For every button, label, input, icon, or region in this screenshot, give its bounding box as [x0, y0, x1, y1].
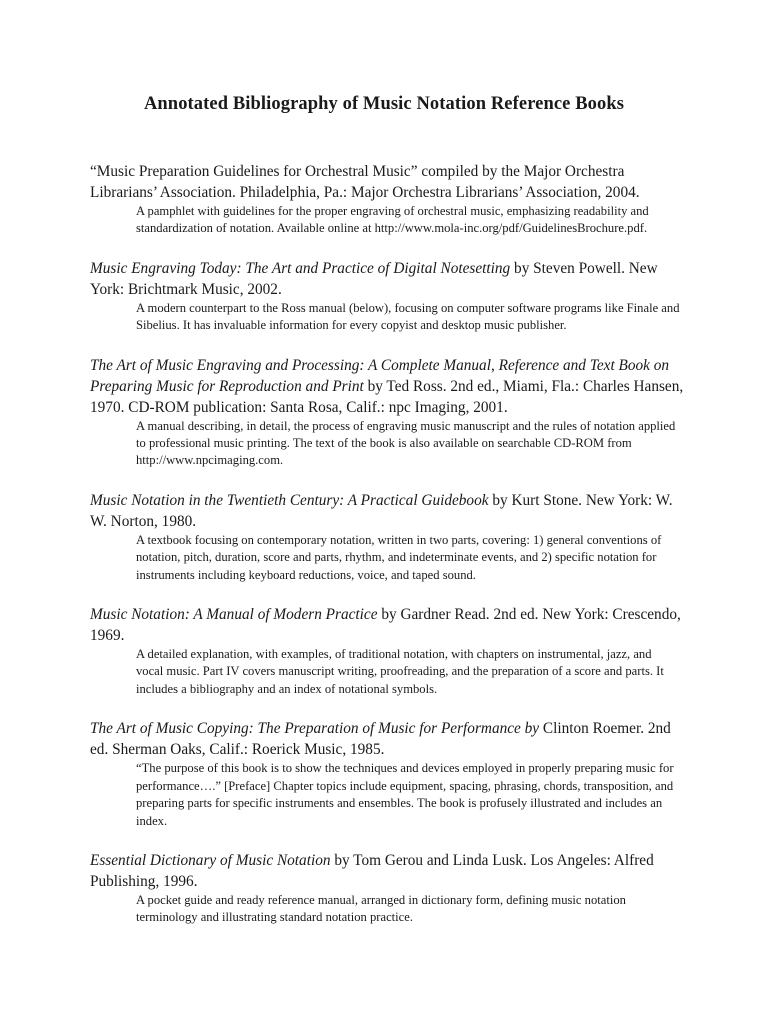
- entry-title: The Art of Music Copying: The Preparation of Music for Performance by: [90, 720, 540, 738]
- entry-details: by Ted Ross. 2nd ed., Miami, Fla.: Charles Hansen, 1970. CD-ROM publication: Santa Rosa, Calif.: npc Imaging, 2001.: [90, 377, 684, 416]
- entry-citation: [90, 604, 690, 646]
- page-title: Annotated Bibliography of Music Notation Reference Books: [143, 94, 625, 114]
- bibliography-list: [90, 161, 690, 947]
- entry-annotation: “The purpose of this book is to show the techniques and devices employed in properly preparing music for performance….” [Preface] Chapter topics include equipment, spacing, phrasing, chords, transposition, and preparing parts for specific instruments and ensembles. The book is profusely illustrated and includes an index.: [136, 761, 674, 828]
- entry-citation: [90, 258, 690, 300]
- bibliography-entry: [90, 161, 690, 238]
- entry-citation: [90, 161, 690, 203]
- entry-details: by Steven Powell. New York: Brichtmark Music, 2002.: [90, 259, 658, 298]
- entry-annotation: A pocket guide and ready reference manual, arranged in dictionary form, defining music notation terminology and illustrating standard notation practice.: [136, 892, 626, 925]
- entry-details: by Tom Gerou and Linda Lusk. Los Angeles: Alfred Publishing, 1996.: [90, 851, 654, 890]
- bibliography-entry: [90, 355, 690, 470]
- entry-annotation: A manual describing, in detail, the process of engraving music manuscript and the rules of notation applied to professional music printing. The text of the book is also available on searchable CD-ROM from http://www.npcimaging.com.: [136, 418, 676, 468]
- entry-details: by Gardner Read. 2nd ed. New York: Crescendo, 1969.: [90, 606, 681, 645]
- entry-title: Music Engraving Today: The Art and Practice of Digital Notesetting: [90, 259, 511, 277]
- bibliography-entry: [90, 718, 690, 830]
- bibliography-entry: [90, 258, 690, 335]
- entry-citation: [90, 850, 690, 892]
- entry-annotation: A textbook focusing on contemporary notation, written in two parts, covering: 1) general conventions of notation, pitch, duration, score and parts, rhythm, and indeterminate events, and 2) specific notation for instruments including keyboard reductions, voice, and taped sound.: [136, 532, 662, 582]
- entry-citation: [90, 718, 690, 760]
- entry-details: Clinton Roemer. 2nd ed. Sherman Oaks, Calif.: Roerick Music, 1985.: [90, 720, 671, 759]
- entry-annotation: A modern counterpart to the Ross manual (below), focusing on computer software programs like Finale and Sibelius. It has invaluable information for every copyist and desktop music publisher.: [136, 300, 680, 333]
- entry-details: “Music Preparation Guidelines for Orchestral Music” compiled by the Major Orchestra Librarians’ Association. Philadelphia, Pa.: Major Orchestra Librarians’ Association, 2004.: [90, 163, 640, 201]
- entry-title: The Art of Music Engraving and Processing: A Complete Manual, Reference and Text Book on Preparing Music for Reproduction and Print: [90, 356, 670, 395]
- entry-citation: [90, 355, 690, 418]
- bibliography-entry: [90, 490, 690, 584]
- bibliography-entry: [90, 604, 690, 698]
- entry-annotation: A pamphlet with guidelines for the proper engraving of orchestral music, emphasizing readability and standardization of notation. Available online at http://www.mola-inc.org/pdf/GuidelinesBrochure.pdf.: [136, 204, 649, 236]
- entry-annotation: A detailed explanation, with examples, of traditional notation, with chapters on instrumental, jazz, and vocal music. Part IV covers manuscript writing, proofreading, and the preparation of a score and parts. It includes a bibliography and an index of notational symbols.: [136, 647, 664, 696]
- entry-title: Essential Dictionary of Music Notation: [90, 851, 331, 869]
- entry-title: Music Notation: A Manual of Modern Practice: [90, 606, 378, 624]
- entry-citation: [90, 490, 690, 532]
- bibliography-entry: [90, 850, 690, 927]
- entry-details: by Kurt Stone. New York: W. W. Norton, 1980.: [90, 491, 673, 530]
- entry-title: Music Notation in the Twentieth Century: A Practical Guidebook: [90, 491, 489, 509]
